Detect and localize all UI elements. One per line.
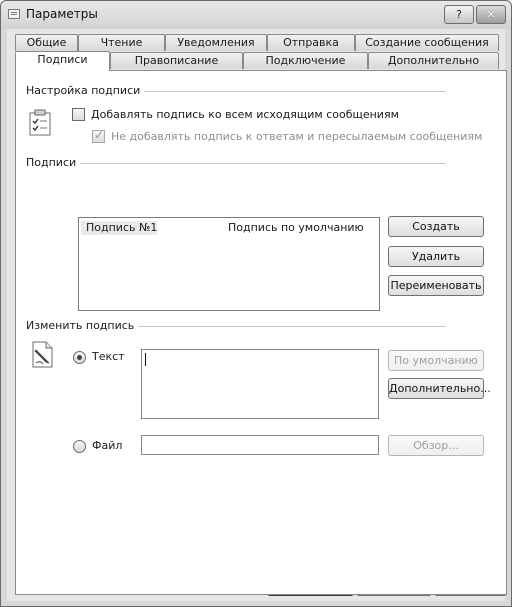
signature-name: Подпись №1 <box>81 221 157 235</box>
list-item[interactable] <box>80 219 378 235</box>
advanced-button[interactable]: Дополнительно... <box>388 378 484 399</box>
signatures-title: Подписи <box>26 156 80 169</box>
checklist-icon <box>28 109 54 137</box>
signature-note: Подпись по умолчанию <box>228 221 364 234</box>
no-signature-replies-checkbox[interactable] <box>92 130 105 143</box>
tab-signatures[interactable]: Подписи <box>15 51 110 71</box>
text-caret <box>145 353 146 366</box>
no-signature-replies-label: Не добавлять подпись к ответам и пересылаемым сообщениям <box>111 130 483 143</box>
create-button[interactable]: Создать <box>388 216 484 237</box>
tab-compose[interactable]: Создание сообщения <box>355 34 499 51</box>
file-radio[interactable] <box>73 440 86 453</box>
browse-button[interactable]: Обзор... <box>388 435 484 456</box>
group-divider <box>136 91 446 92</box>
delete-button[interactable]: Удалить <box>388 246 484 267</box>
default-button[interactable]: По умолчанию <box>388 350 484 371</box>
edit-signature-title: Изменить подпись <box>26 319 138 332</box>
file-radio-label: Файл <box>92 439 123 452</box>
tab-reading[interactable]: Чтение <box>78 34 165 51</box>
tab-spelling[interactable]: Правописание <box>110 52 243 69</box>
text-radio-label: Текст <box>92 350 125 363</box>
add-signature-all-label: Добавлять подпись ко всем исходящим сообщениям <box>91 108 399 121</box>
signatures-panel <box>15 70 507 595</box>
document-pen-icon <box>30 339 56 369</box>
add-signature-all-checkbox[interactable] <box>72 108 85 121</box>
tab-sending[interactable]: Отправка <box>267 34 355 51</box>
dialog-content <box>7 29 505 601</box>
group-divider <box>80 163 446 164</box>
group-divider <box>133 326 446 327</box>
signature-settings-title: Настройка подписи <box>26 84 144 97</box>
tab-connection[interactable]: Подключение <box>243 52 368 69</box>
signature-file-field[interactable] <box>141 435 379 455</box>
tab-notifications[interactable]: Уведомления <box>165 34 267 51</box>
text-radio[interactable] <box>73 351 86 364</box>
close-button[interactable]: ✕ <box>476 5 506 24</box>
help-button[interactable]: ? <box>444 5 474 24</box>
tab-advanced[interactable]: Дополнительно <box>368 52 499 69</box>
app-icon <box>8 9 20 19</box>
title-bar[interactable] <box>1 1 511 29</box>
rename-button[interactable]: Переименовать <box>388 275 484 296</box>
window-title: Параметры <box>26 7 98 21</box>
signatures-list[interactable] <box>78 217 380 311</box>
signature-text-area[interactable] <box>141 349 379 419</box>
tab-general[interactable]: Общие <box>15 34 78 51</box>
